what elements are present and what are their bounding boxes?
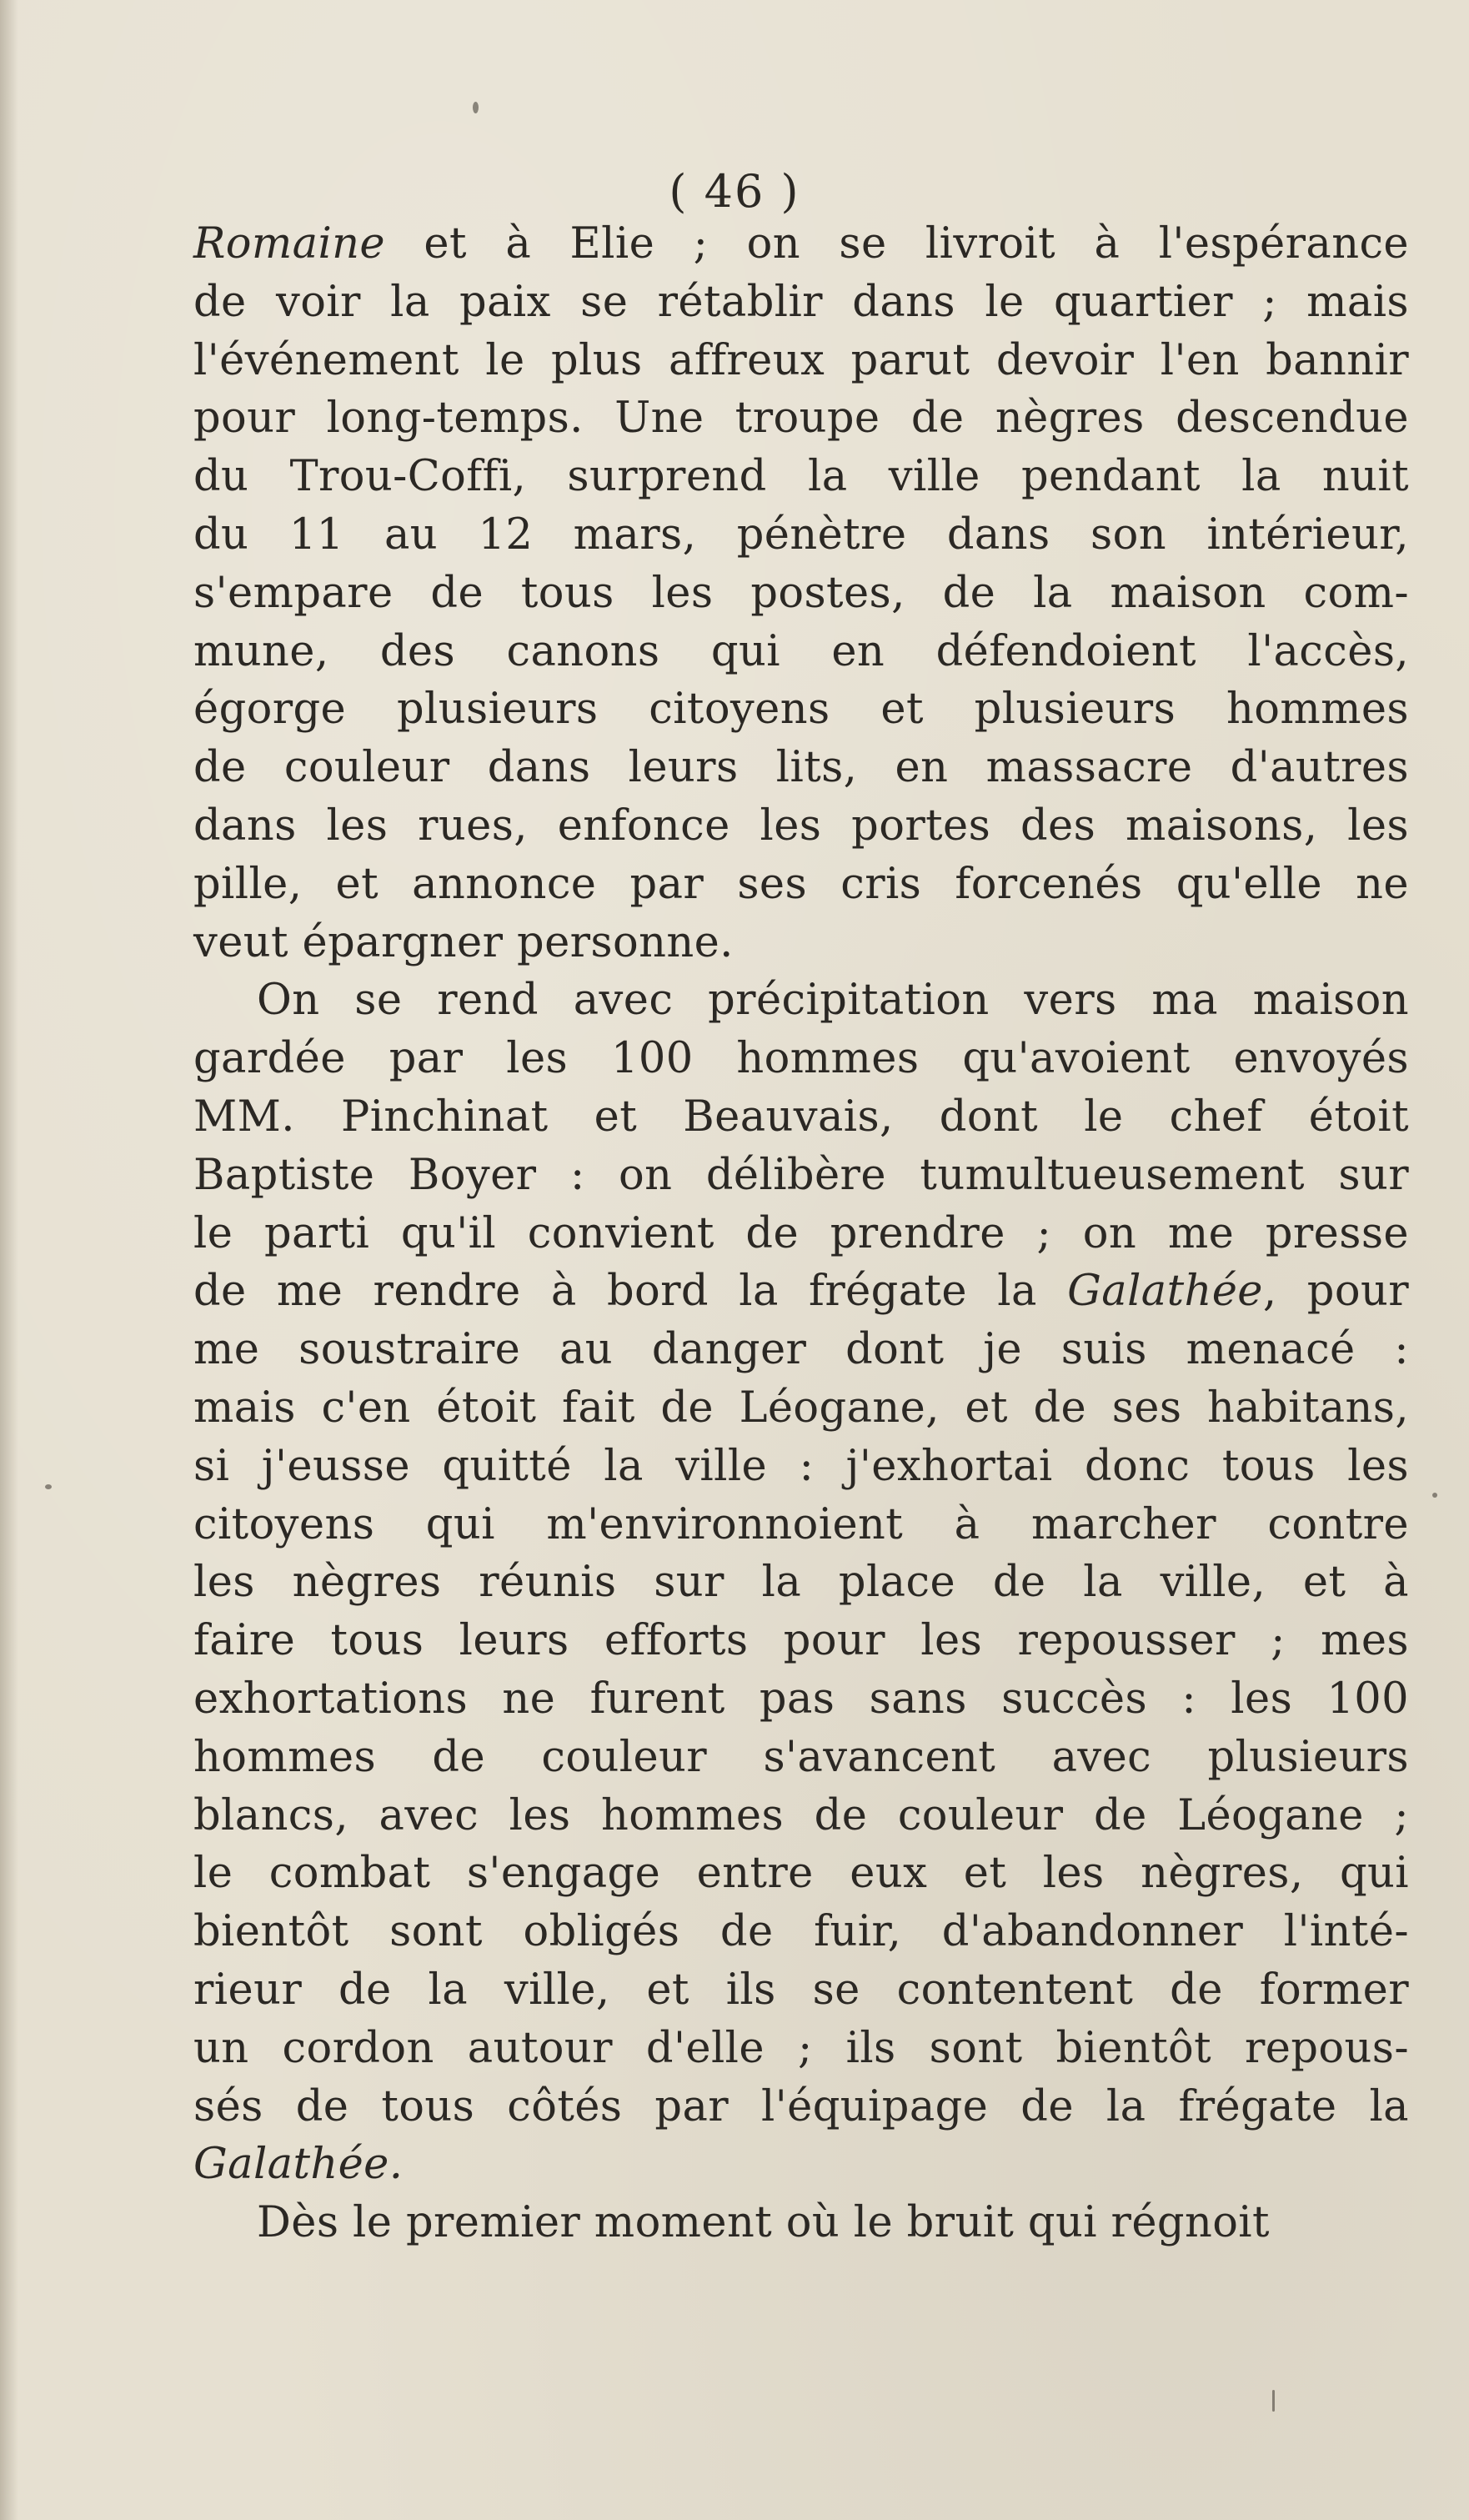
page-edge-shadow xyxy=(0,0,18,2520)
text-run: Dès le premier moment où le bruit qui régnoit xyxy=(257,2198,1270,2248)
text-run: rieur de la ville, et ils se contentent de former xyxy=(193,1965,1409,2015)
text-line xyxy=(193,1554,1409,1612)
text-line xyxy=(193,1903,1409,1961)
text-run: faire tous leurs efforts pour les repousser ; mes xyxy=(193,1616,1409,1666)
text-run: Baptiste Boyer : on délibère tumultueusement sur xyxy=(193,1150,1409,1200)
body-text xyxy=(193,215,1409,2252)
text-line xyxy=(193,1845,1409,1903)
text-run: sés de tous côtés par l'équipage de la frégate la xyxy=(193,2081,1409,2131)
text-line xyxy=(193,1030,1409,1088)
text-run: hommes de couleur s'avancent avec plusieurs xyxy=(193,1732,1409,1782)
ink-speck xyxy=(45,1484,52,1489)
text-run: du Trou-Coffi, surprend la ville pendant la nuit xyxy=(193,452,1409,502)
text-run: bientôt sont obligés de fuir, d'abandonner l'inté- xyxy=(193,1907,1409,1957)
text-run: de me rendre à bord la frégate la xyxy=(193,1267,1068,1317)
text-line xyxy=(193,1088,1409,1147)
text-line xyxy=(193,1496,1409,1554)
text-run: citoyens qui m'environnoient à marcher contre xyxy=(193,1499,1409,1549)
text-line xyxy=(193,1787,1409,1845)
text-line xyxy=(193,1321,1409,1379)
text-run: s'empare de tous les postes, de la maison com- xyxy=(193,568,1409,618)
text-line xyxy=(193,332,1409,390)
text-run: les nègres réunis sur la place de la ville, et à xyxy=(193,1558,1409,1608)
text-run: exhortations ne furent pas sans succès : les 100 xyxy=(193,1674,1409,1724)
italic-text: Galathée. xyxy=(193,2140,404,2190)
page-number: ( 46 ) xyxy=(669,165,800,218)
text-line xyxy=(193,856,1409,914)
text-line xyxy=(193,448,1409,506)
text-line xyxy=(193,2078,1409,2136)
text-line xyxy=(193,565,1409,623)
italic-text: Galathée xyxy=(1067,1267,1263,1317)
text-line xyxy=(193,506,1409,565)
text-line xyxy=(193,1379,1409,1438)
text-run: un cordon autour d'elle ; ils sont bientôt repous- xyxy=(193,2023,1409,2073)
text-run: et à Elie ; on se livroit à l'espérance xyxy=(385,219,1409,269)
text-run: veut épargner personne. xyxy=(193,917,734,967)
text-line xyxy=(193,1438,1409,1496)
text-run: me soustraire au danger dont je suis menacé : xyxy=(193,1325,1409,1375)
text-run: gardée par les 100 hommes qu'avoient envoyés xyxy=(193,1034,1409,1084)
text-line xyxy=(193,1729,1409,1787)
text-line xyxy=(193,739,1409,797)
text-run: pille, et annonce par ses cris forcenés qu'elle ne xyxy=(193,859,1409,909)
text-line xyxy=(193,914,1409,972)
text-run: blancs, avec les hommes de couleur de Léogane ; xyxy=(193,1790,1409,1840)
text-line xyxy=(193,1147,1409,1205)
ink-speck xyxy=(473,102,479,113)
text-run: si j'eusse quitté la ville : j'exhortai donc tous les xyxy=(193,1441,1409,1491)
text-run: mais c'en étoit fait de Léogane, et de ses habitans, xyxy=(193,1383,1409,1433)
text-run: MM. Pinchinat et Beauvais, dont le chef étoit xyxy=(193,1092,1409,1142)
text-line xyxy=(193,1263,1409,1321)
text-line xyxy=(193,2020,1409,2078)
text-run: de couleur dans leurs lits, en massacre d'autres xyxy=(193,743,1409,793)
text-line xyxy=(193,797,1409,856)
text-run: , pour xyxy=(1262,1267,1409,1317)
text-run: dans les rues, enfonce les portes des maisons, les xyxy=(193,801,1409,851)
text-line xyxy=(193,2194,1409,2252)
text-line xyxy=(193,971,1409,1030)
text-line xyxy=(193,1961,1409,2020)
text-line xyxy=(193,274,1409,332)
text-run: de voir la paix se rétablir dans le quartier ; mais xyxy=(193,277,1409,327)
text-run: le combat s'engage entre eux et les nègres, qui xyxy=(193,1849,1409,1899)
text-line xyxy=(193,1670,1409,1729)
text-line xyxy=(193,623,1409,681)
text-line xyxy=(193,215,1409,274)
text-line xyxy=(193,1612,1409,1670)
text-run: mune, des canons qui en défendoient l'accès, xyxy=(193,626,1409,676)
text-line xyxy=(193,680,1409,739)
text-line xyxy=(193,1205,1409,1263)
text-run: On se rend avec précipitation vers ma maison xyxy=(257,976,1409,1026)
text-run: égorge plusieurs citoyens et plusieurs hommes xyxy=(193,685,1409,735)
text-run: l'événement le plus affreux parut devoir l'en bannir xyxy=(193,335,1409,385)
italic-text: Romaine xyxy=(193,219,386,269)
text-line xyxy=(193,389,1409,448)
text-run: du 11 au 12 mars, pénètre dans son intérieur, xyxy=(193,510,1409,560)
text-line xyxy=(193,2136,1409,2194)
ink-speck xyxy=(1432,1493,1437,1498)
ink-speck xyxy=(1272,2390,1275,2412)
text-run: pour long-temps. Une troupe de nègres descendue xyxy=(193,394,1409,444)
text-run: le parti qu'il convient de prendre ; on me presse xyxy=(193,1208,1409,1258)
